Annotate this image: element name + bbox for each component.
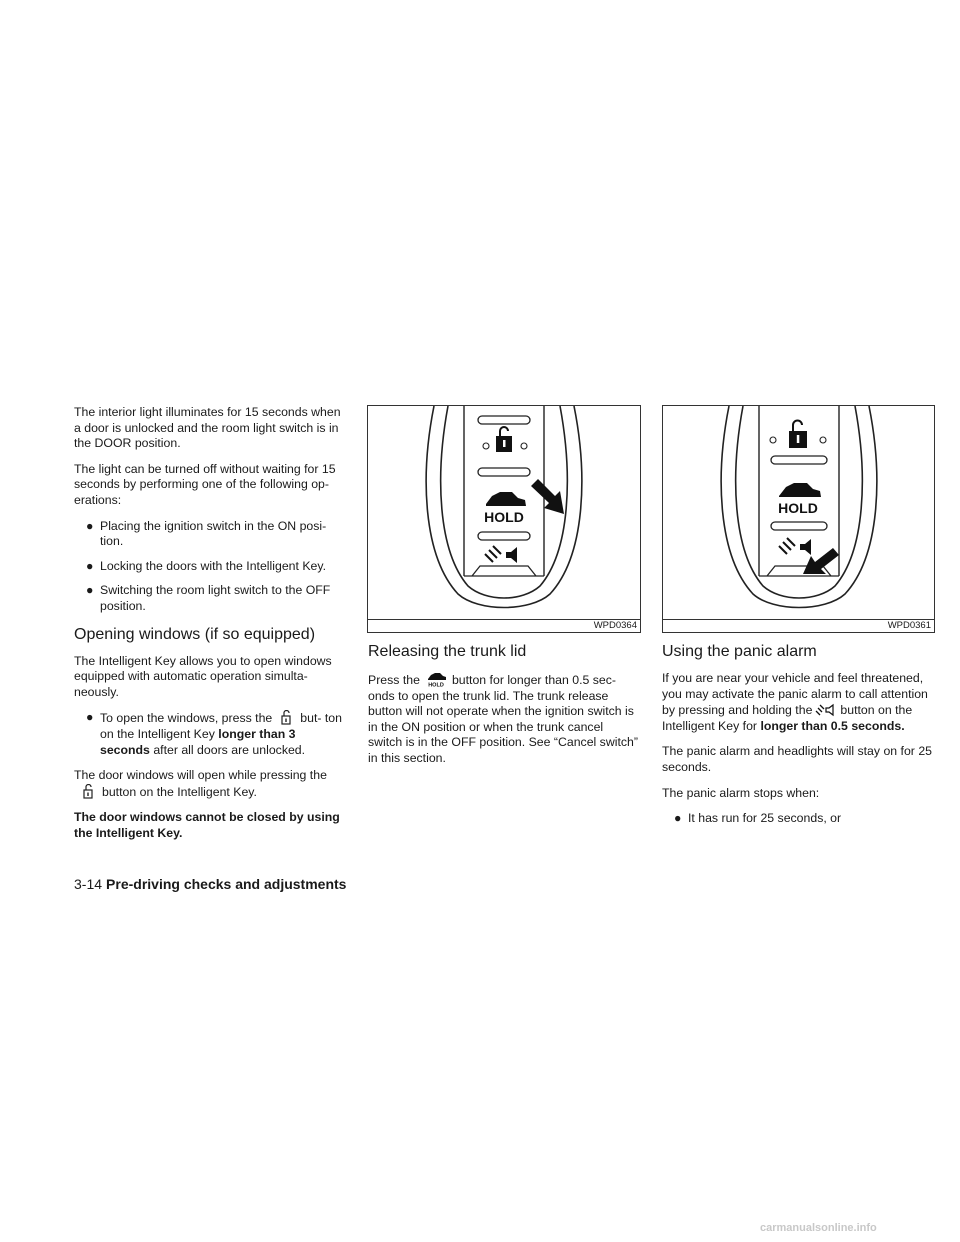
svg-text:HOLD: HOLD xyxy=(428,682,444,687)
figure-panic-key xyxy=(662,405,935,633)
hold-label: HOLD xyxy=(778,500,818,516)
paragraph-windows-intro: The Intelligent Key allows you to open windows equipped with automatic operation simulta- neously. xyxy=(74,653,332,699)
column-middle xyxy=(368,636,640,777)
column-left xyxy=(74,405,346,851)
unlock-key-icon xyxy=(275,710,297,725)
paragraph-windows-warning: The door windows cannot be closed by using the Intelligent Key. xyxy=(74,810,340,840)
list-item: ● Switching the room light switch to the OFF position. xyxy=(86,583,331,613)
figure-code: WPD0364 xyxy=(593,620,637,631)
figure-trunk-key xyxy=(367,405,641,633)
column-right xyxy=(662,636,934,837)
panic-stop-list xyxy=(662,811,934,827)
list-item: ● It has run for 25 seconds, or xyxy=(674,811,842,826)
bullet-icon: ● xyxy=(86,583,94,598)
paragraph-light-off: The light can be turned off without waiting for 15 seconds by performing one of the following op- erations: xyxy=(74,461,336,507)
paragraph-windows-pressing: The door windows will open while pressing thebutton on the Intelligent Key. xyxy=(74,768,327,799)
watermark: carmanualsonline.info xyxy=(760,1222,877,1234)
unlock-key-icon xyxy=(77,784,99,799)
operations-list xyxy=(74,519,346,615)
bullet-icon: ● xyxy=(86,558,94,573)
paragraph-trunk-release: Press the HOLD button for longer than 0.5 sec- onds to open the trunk lid. The trunk release button will not operate when the ignition switch is in the ON position or when the trunk cancel switch is in the OFF position. See “Cancel switch” in this section. xyxy=(368,673,638,765)
intelligent-key-illustration xyxy=(663,406,934,632)
panic-alarm-icon xyxy=(815,702,837,717)
paragraph-panic-activate: If you are near your vehicle and feel threatened, you may activate the panic alarm to call attention by pressing and holding the button on the Intelligent Key for longer than 0.5 seconds. xyxy=(662,671,928,733)
bullet-icon: ● xyxy=(674,811,682,826)
section-title: Pre-driving checks and adjustments xyxy=(106,876,347,892)
list-item: ● Locking the doors with the Intelligent Key. xyxy=(86,558,327,573)
heading-opening-windows: Opening windows (if so equipped) xyxy=(74,625,316,643)
hold-label: HOLD xyxy=(484,509,524,525)
paragraph-panic-stops: The panic alarm stops when: xyxy=(662,785,820,800)
paragraph-interior-light: The interior light illuminates for 15 seconds when a door is unlocked and the room light switch is in the DOOR position. xyxy=(74,405,341,451)
bullet-icon: ● xyxy=(86,518,94,533)
paragraph-panic-duration: The panic alarm and headlights will stay on for 25 seconds. xyxy=(662,744,932,774)
page-footer xyxy=(74,876,346,892)
page-number: 3-14 xyxy=(74,876,103,892)
heading-panic-alarm: Using the panic alarm xyxy=(662,643,817,660)
windows-list xyxy=(74,710,346,758)
figure-code: WPD0361 xyxy=(887,620,931,631)
intelligent-key-illustration xyxy=(368,406,640,632)
list-item: ● To open the windows, press the but- ton on the Intelligent Key longer than 3 seconds after all doors are unlocked. xyxy=(86,710,342,757)
trunk-hold-icon xyxy=(423,671,449,687)
bullet-icon: ● xyxy=(86,710,94,725)
heading-releasing-trunk: Releasing the trunk lid xyxy=(368,643,527,660)
list-item: ● Placing the ignition switch in the ON posi- tion. xyxy=(86,518,327,549)
